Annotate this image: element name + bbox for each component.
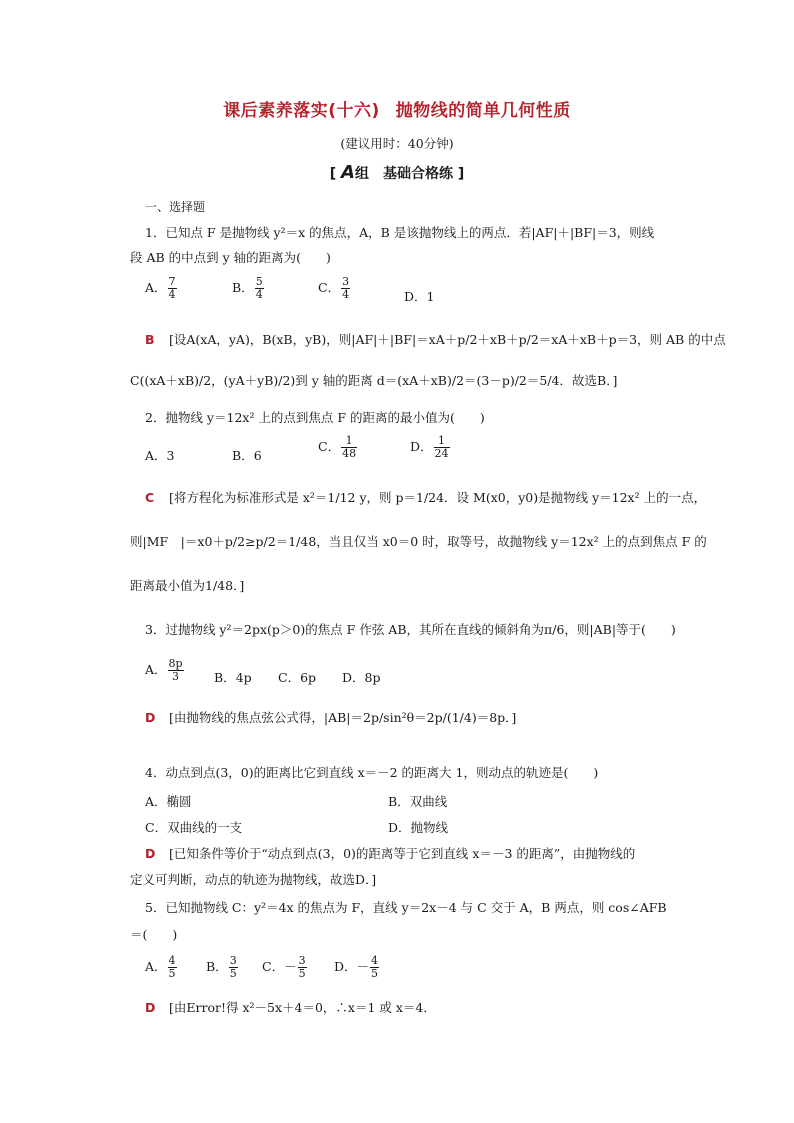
q1-option-d: D．1 [404,289,435,304]
q4-option-d: D．抛物线 [388,820,449,835]
q3-option-c: C．6p [278,670,317,685]
q4-answer: D [145,846,156,861]
q2-option-d: D． $\frac{1}{24}$ [410,434,449,460]
q2-stem: 2．抛物线 y＝12x² 上的点到焦点 F 的距离的最小值为( ) [145,410,485,425]
q2-option-a: A．3 [145,448,175,463]
q4-option-b: B．双曲线 [388,794,448,809]
q2-solution-line1: C [将方程化为标准形式是 x²＝1/12 y，则 p＝1/24．设 M(x0，y0)是抛物线 y＝12x² 上的一点， [145,490,707,505]
q5-answer: D [145,1000,156,1015]
q3-option-b: B．4p [214,670,252,685]
q1-stem-line2: 段 AB 的中点到 y 轴的距离为( ) [130,250,331,265]
q5-stem-line1: 5．已知抛物线 C：y²＝4x 的焦点为 F，直线 y＝2x－4 与 C 交于 A，B 两点，则 cos∠AFB [145,900,667,915]
q4-option-a: A．椭圆 [145,794,192,809]
group-heading: [ A组 基础合格练 ] [329,162,465,183]
q1-option-a: A． $\frac{7}{4}$ [145,275,176,301]
q3-solution: D [由抛物线的焦点弦公式得，|AB|＝2p/sin²θ＝2p/(1/4)＝8p．] [145,710,517,725]
q1-answer: B [145,332,155,347]
q4-option-c: C．双曲线的一支 [145,820,243,835]
suggested-time: (建议用时：40分钟) [340,136,454,151]
q4-solution-line2: 定义可判断，动点的轨迹为抛物线，故选D．] [130,872,377,887]
q1-solution-line1: B [设A(xA，yA)，B(xB，yB)，则|AF|＋|BF|＝xA＋p/2＋xB＋p/2＝xA＋xB＋p＝3，则 AB 的中点 [145,332,726,347]
q5-option-c: C．－ $\frac{3}{5}$ [262,954,306,980]
q5-option-b: B． $\frac{3}{5}$ [206,954,237,980]
q3-answer: D [145,710,156,725]
q3-stem: 3．过抛物线 y²＝2px(p＞0)的焦点 F 作弦 AB，其所在直线的倾斜角为π/6，则|AB|等于( ) [145,622,676,637]
q4-solution-line1: D [已知条件等价于“动点到点(3，0)的距离等于它到直线 x＝－3 的距离”，由抛物线的 [145,846,636,861]
q1-solution-line2: C((xA＋xB)/2，(yA＋yB)/2)到 y 轴的距离 d＝(xA＋xB)/2＝(3－p)/2＝5/4．故选B．] [130,373,618,388]
page-title: 课后素养落实(十六) 抛物线的简单几何性质 [223,101,571,121]
q2-solution-line3: 距离最小值为1/48．] [130,578,245,593]
q5-option-d: D．－ $\frac{4}{5}$ [334,954,379,980]
q2-option-b: B．6 [232,448,262,463]
q1-option-c: C． $\frac{3}{4}$ [318,275,350,301]
q2-solution-line2: 则|MF |＝x0＋p/2≥p/2＝1/48，当且仅当 x0＝0 时，取等号，故抛物线 y＝12x² 上的点到焦点 F 的 [130,534,707,549]
q1-option-b: B． $\frac{5}{4}$ [232,275,263,301]
q3-option-d: D．8p [342,670,381,685]
q2-option-c: C． $\frac{1}{48}$ [318,434,357,460]
q5-option-a: A． $\frac{4}{5}$ [145,954,176,980]
q5-stem-line2: ＝( ) [130,927,178,942]
q5-solution: D [由Error!得 x²－5x＋4＝0，∴x＝1 或 x＝4． [145,1000,436,1015]
q3-option-a: A． $\frac{8p}{3}$ [145,657,183,683]
section-heading: 一、选择题 [145,200,206,214]
q1-stem-line1: 1．已知点 F 是抛物线 y²＝x 的焦点，A，B 是该抛物线上的两点．若|AF|＋|BF|＝3，则线 [145,225,655,240]
q2-answer: C [145,490,155,505]
q4-stem: 4．动点到点(3，0)的距离比它到直线 x＝－2 的距离大 1，则动点的轨迹是( ) [145,765,599,780]
